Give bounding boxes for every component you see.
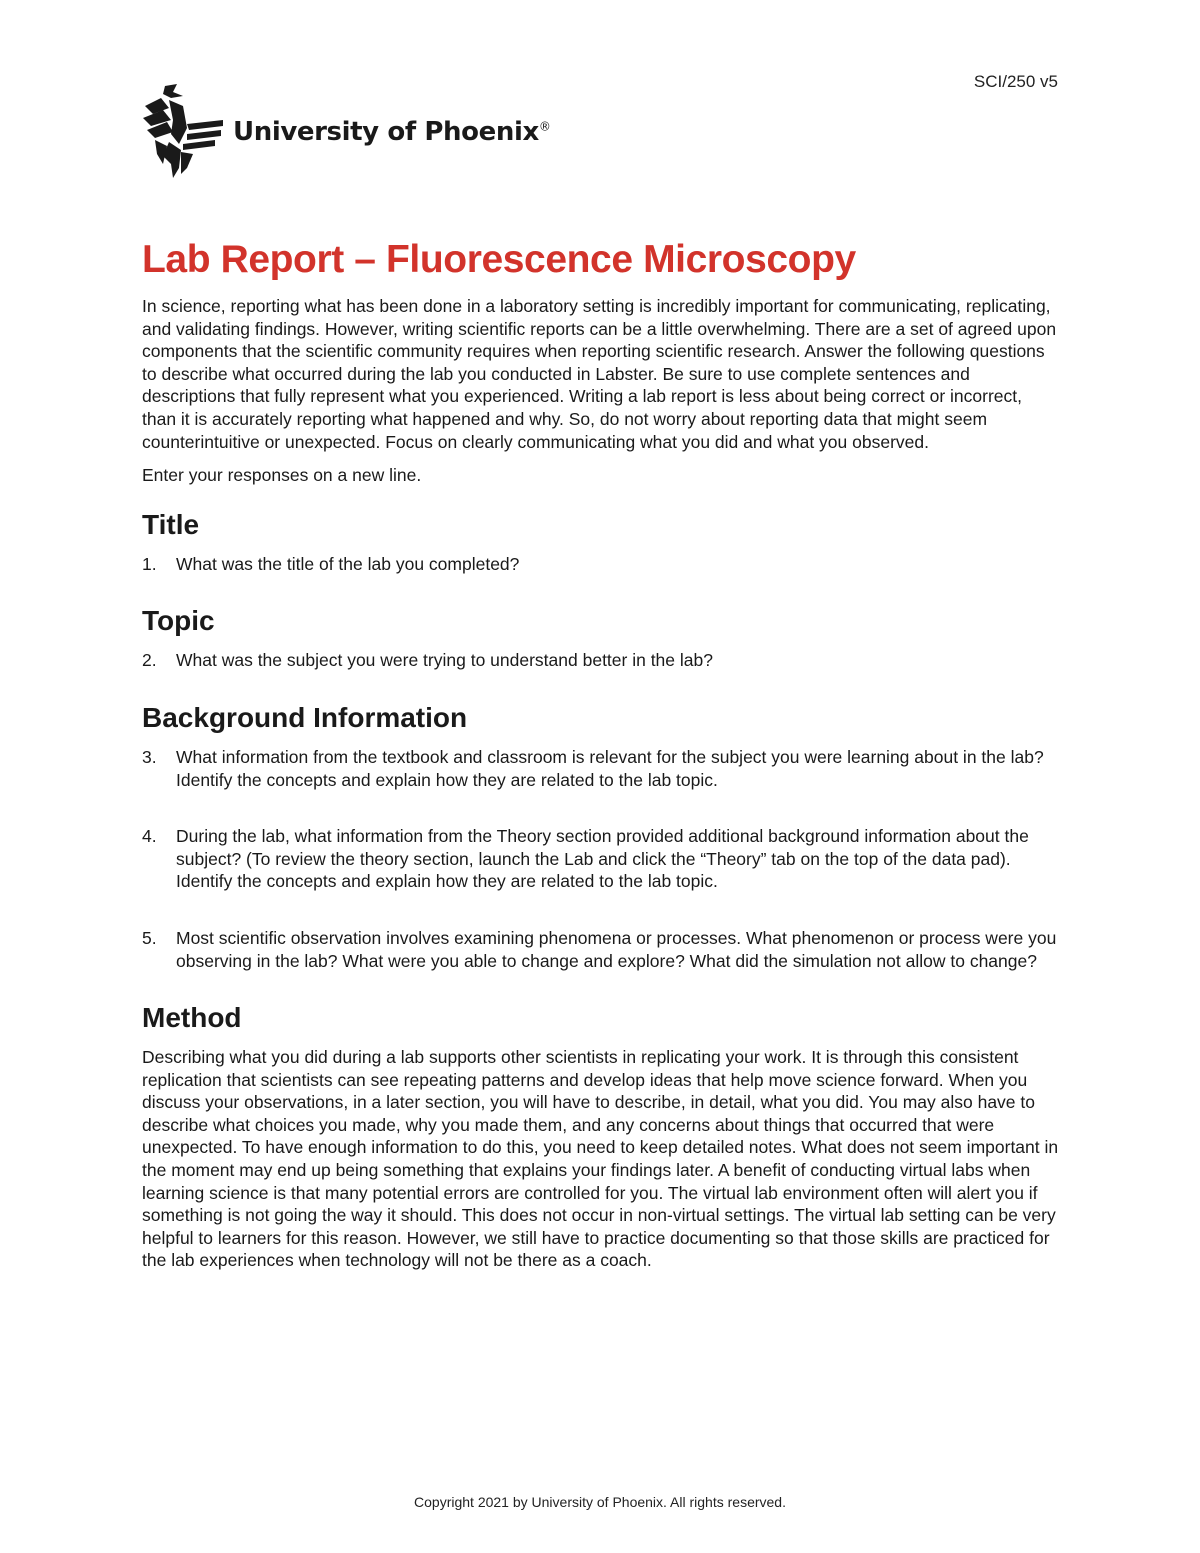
section-heading-background: Background Information (142, 701, 468, 733)
question-item (142, 649, 1060, 672)
question-text: What information from the textbook and classroom is relevant for the subject you were learning about in the lab? Identify the concepts and explain how they are related to the lab topic. (176, 746, 1044, 790)
title-question-list (142, 553, 1060, 576)
question-item (142, 825, 1060, 893)
question-item (142, 927, 1060, 972)
question-text: Most scientific observation involves examining phenomena or processes. What phenomenon or process were you observing in the lab? What were you able to change and explore? What did the simulation not allow to change? (176, 927, 1057, 971)
method-paragraph: Describing what you did during a lab supports other scientists in replicating your work. It is through this consistent replication that scientists can see repeating patterns and develop ideas that help move science forward. When you discuss your observations, in a later section, you will have to describe, in detail, what you did. You may also have to describe what choices you made, why you made them, and any concerns about things that occurred that were unexpected. To have enough information to do this, you need to keep detailed notes. What does not seem important in the moment may end up being something that explains your findings later. A benefit of conducting virtual labs when learning science is that many potential errors are controlled for you. The virtual lab environment often will alert you if something is not going the way it should. This does not occur in non-virtual settings. The virtual lab setting can be very helpful to learners for this reason. However, we still have to practice documenting so that those skills are practiced for the lab experiences when technology will not be there as a coach. (142, 1047, 1059, 1271)
section-heading-topic: Topic (142, 605, 215, 637)
university-name-text: University of Phoenix (233, 117, 539, 147)
topic-question-list (142, 649, 1060, 672)
instruction-text: Enter your responses on a new line. (142, 465, 422, 486)
question-item (142, 746, 1060, 791)
question-number: 5. (142, 927, 157, 948)
section-heading-title: Title (142, 508, 200, 540)
copyright-footer: Copyright 2021 by University of Phoenix. All rights reserved. (414, 1494, 786, 1510)
phoenix-logo-icon (143, 84, 223, 178)
question-number: 2. (142, 650, 157, 671)
document-body (142, 238, 1060, 1272)
question-text: What was the subject you were trying to understand better in the lab? (176, 650, 713, 671)
course-code: SCI/250 v5 (973, 72, 1058, 91)
intro-paragraph: In science, reporting what has been done in a laboratory setting is incredibly important for communicating, replicating, and validating findings. However, writing scientific reports can be a little overwhelming. There are a set of agreed upon components that the scientific community requires when reporting scientific research. Answer the following questions to describe what occurred during the lab you conducted in Labster. Be sure to use complete sentences and descriptions that fully represent what you experienced. Writing a lab report is less about being correct or incorrect, than it is accurately reporting what happened and why. So, do not worry about reporting data that might seem counterintuitive or unexpected. Focus on clearly communicating what you did and what you observed. (142, 296, 1057, 452)
registered-mark: ® (538, 119, 551, 134)
question-number: 3. (142, 746, 157, 767)
section-heading-method: Method (142, 1002, 242, 1034)
university-name (233, 117, 550, 147)
question-text: What was the title of the lab you completed? (176, 553, 520, 574)
page-title: Lab Report – Fluorescence Microscopy (142, 238, 856, 281)
question-number: 4. (142, 826, 157, 847)
question-text: During the lab, what information from the Theory section provided additional background information about the subject? (To review the theory section, launch the Lab and click the “Theory” tab on the top of the data pad). Identify the concepts and explain how they are related to the lab topic. (176, 826, 1029, 892)
question-item (142, 553, 1060, 576)
university-logo (143, 84, 550, 178)
background-question-list (142, 746, 1060, 972)
question-number: 1. (142, 553, 157, 574)
